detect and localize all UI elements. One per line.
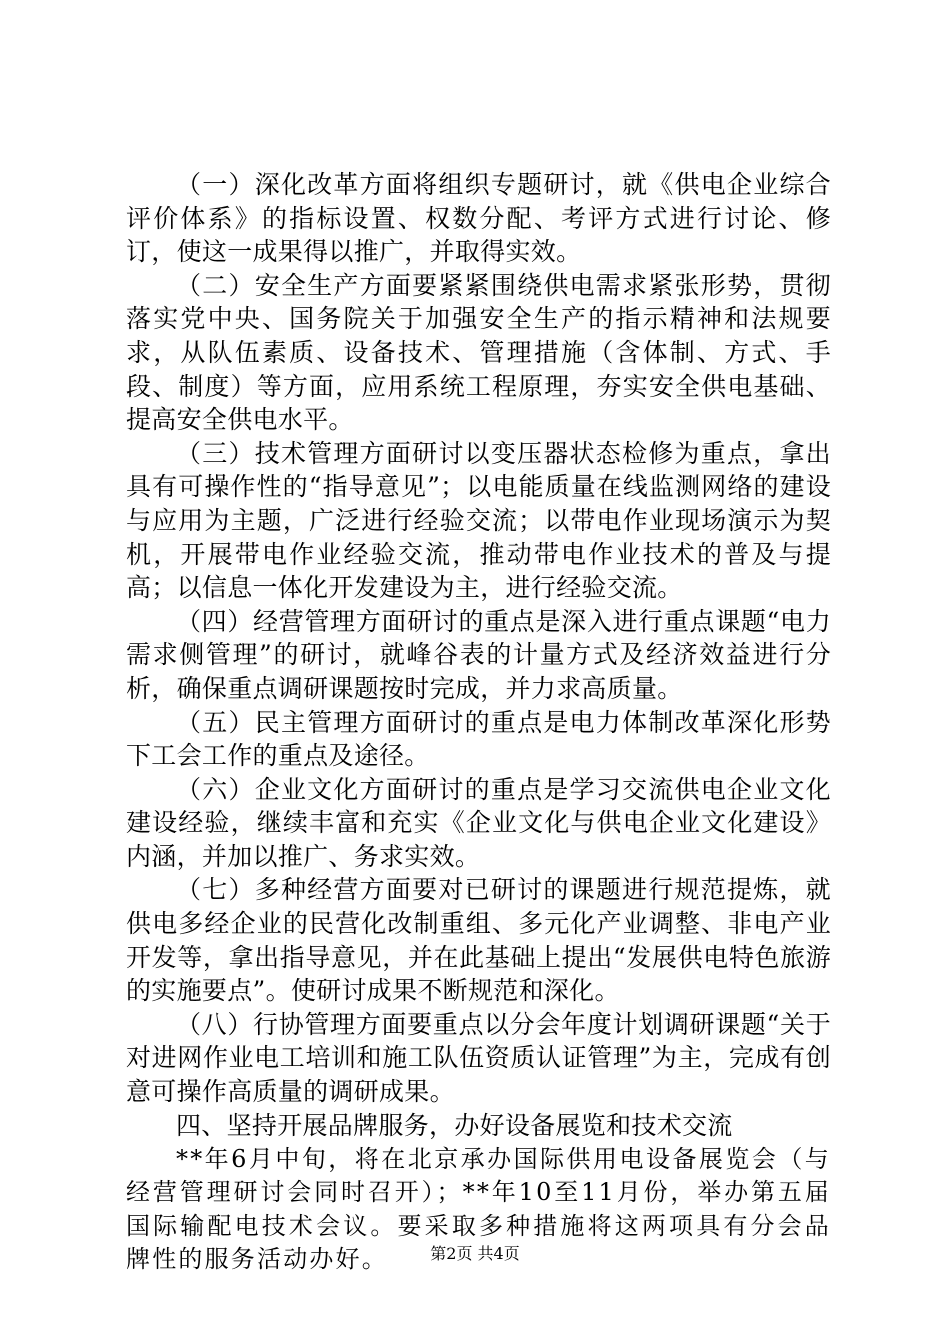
paragraph-item-4: （四）经营管理方面研讨的重点是深入进行重点课题“电力需求侧管理”的研讨，就峰谷表的计量方式及经济效益进行分析，确保重点调研课题按时完成，并力求高质量。 <box>126 606 831 703</box>
paragraph-item-2: （二）安全生产方面要紧紧围绕供电需求紧张形势，贯彻落实党中央、国务院关于加强安全生产的指示精神和法规要求，从队伍素质、设备技术、管理措施（含体制、方式、手段、制度）等方面，应用系统工程原理，夯实安全供电基础、提高安全供电水平。 <box>126 270 831 435</box>
paragraph-item-7: （七）多种经营方面要对已研讨的课题进行规范提炼，就供电多经企业的民营化改制重组、多元化产业调整、非电产业开发等，拿出指导意见，并在此基础上提出“发展供电特色旅游的实施要点”。使研讨成果不断规范和深化。 <box>126 875 831 1006</box>
page-footer <box>0 1244 950 1264</box>
paragraph-item-5: （五）民主管理方面研讨的重点是电力体制改革深化形势下工会工作的重点及途径。 <box>126 707 831 771</box>
page-number-label: 第2页 共4页 <box>430 1244 520 1263</box>
paragraph-exhibition: **年6月中旬，将在北京承办国际供用电设备展览会（与经营管理研讨会同时召开）；**年10至11月份，举办第五届国际输配电技术会议。要采取多种措施将这两项具有分会品牌性的服务活动办好。 <box>126 1145 831 1273</box>
paragraph-item-1: （一）深化改革方面将组织专题研讨，就《供电企业综合评价体系》的指标设置、权数分配、考评方式进行讨论、修订，使这一成果得以推广，并取得实效。 <box>126 170 831 267</box>
paragraph-item-3: （三）技术管理方面研讨以变压器状态检修为重点，拿出具有可操作性的“指导意见”；以电能质量在线监测网络的建设与应用为主题，广泛进行经验交流；以带电作业现场演示为契机，开展带电作业经验交流，推动带电作业技术的普及与提高；以信息一体化开发建设为主，进行经验交流。 <box>126 438 831 603</box>
section-heading: 四、坚持开展品牌服务，办好设备展览和技术交流 <box>176 1110 733 1140</box>
paragraph-item-6: （六）企业文化方面研讨的重点是学习交流供电企业文化建设经验，继续丰富和充实《企业文化与供电企业文化建设》内涵，并加以推广、务求实效。 <box>126 774 831 871</box>
paragraph-item-8: （八）行协管理方面要重点以分会年度计划调研课题“关于对进网作业电工培训和施工队伍资质认证管理”为主，完成有创意可操作高质量的调研成果。 <box>126 1009 831 1107</box>
document-body <box>126 168 831 1276</box>
